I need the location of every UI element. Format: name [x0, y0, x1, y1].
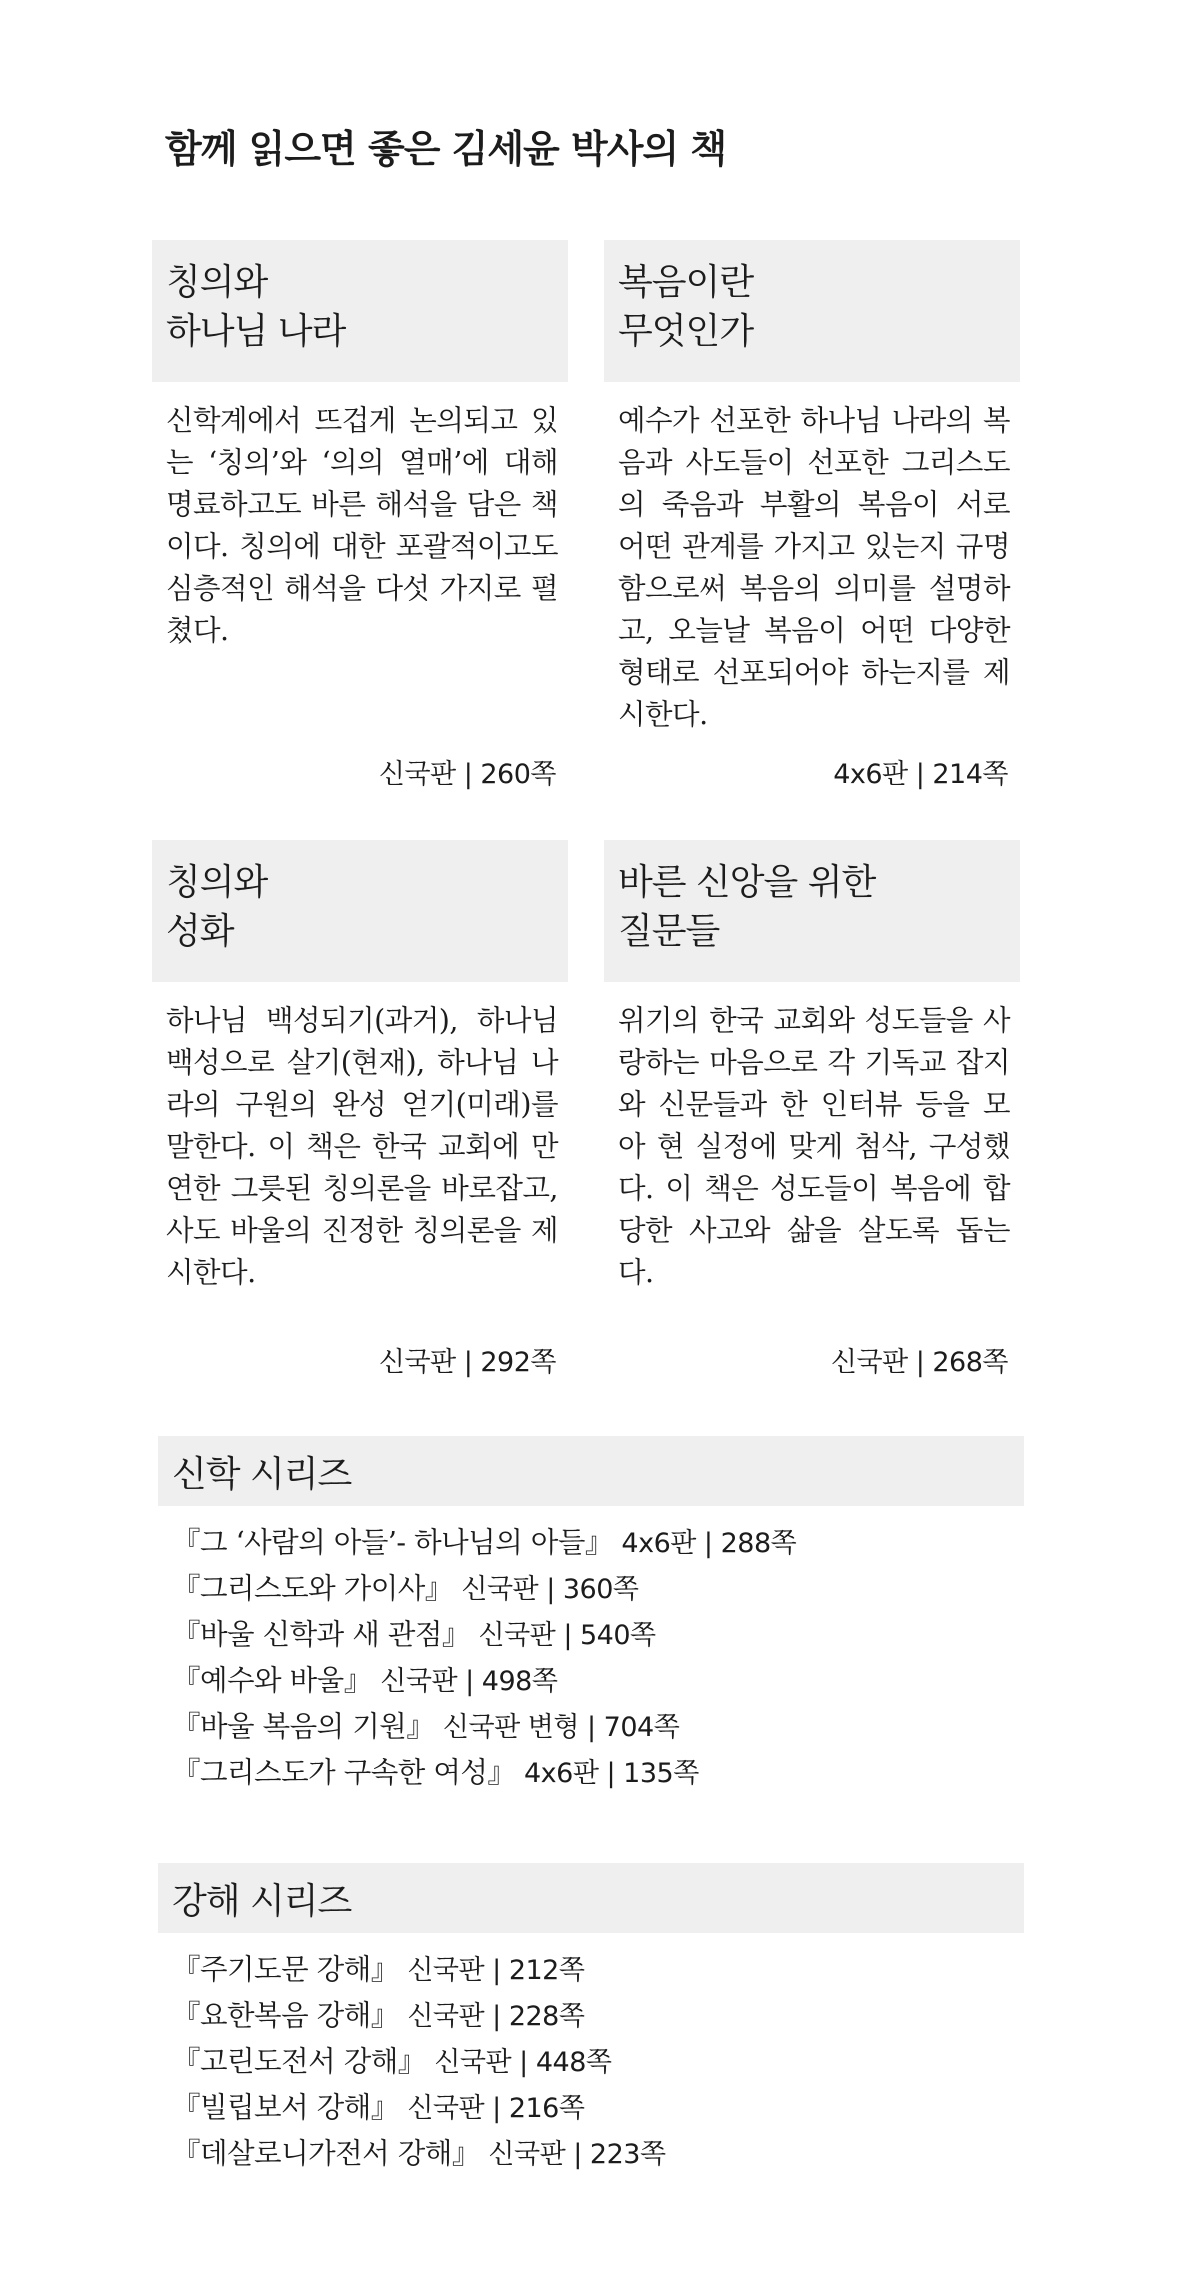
- book-list-title: 『바울 신학과 새 관점』: [172, 1618, 470, 1651]
- list-item: [172, 2085, 666, 2131]
- book-list-meta: 신국판 | 228쪽: [407, 2001, 585, 2032]
- list-item: [172, 1750, 796, 1796]
- book-list-title: 『주기도문 강해』: [172, 1953, 399, 1986]
- book-list-meta: 4x6판 | 135쪽: [524, 1758, 699, 1789]
- list-item: [172, 1993, 666, 2039]
- book-title-line: 성화: [166, 911, 234, 952]
- list-item: [172, 1704, 796, 1750]
- book-list-title: 『요한복음 강해』: [172, 1999, 399, 2032]
- book-meta: 신국판 | 260쪽: [378, 759, 556, 790]
- book-card: [604, 240, 1020, 790]
- book-list-meta: 신국판 | 540쪽: [478, 1620, 656, 1651]
- list-item: [172, 1520, 796, 1566]
- book-list-meta: 신국판 변형 | 704쪽: [442, 1712, 680, 1743]
- book-meta: 신국판 | 268쪽: [830, 1347, 1008, 1378]
- book-title-line: 칭의와: [166, 862, 268, 903]
- book-title-line: 복음이란: [618, 262, 754, 303]
- book-list-title: 『바울 복음의 기원』: [172, 1710, 435, 1743]
- theology-series-list: [172, 1520, 796, 1796]
- book-title: [618, 858, 1006, 956]
- book-list-meta: 신국판 | 223쪽: [488, 2139, 666, 2170]
- list-item: [172, 1947, 666, 1993]
- book-card: [604, 840, 1020, 1378]
- book-card: [152, 840, 568, 1378]
- book-card-header: [152, 840, 568, 982]
- book-list-title: 『예수와 바울』: [172, 1664, 372, 1697]
- book-description: 하나님 백성되기(과거), 하나님 백성으로 살기(현재), 하나님 나라의 구원의 완성 얻기(미래)를 말한다. 이 책은 한국 교회에 만연한 그릇된 칭의론을 바로잡고, 사도 바울의 진정한 칭의론을 제시한다.: [166, 1004, 558, 1289]
- book-card-header: [152, 240, 568, 382]
- book-list-meta: 신국판 | 212쪽: [407, 1955, 585, 1986]
- book-description: 예수가 선포한 하나님 나라의 복음과 사도들이 선포한 그리스도의 죽음과 부활의 복음이 서로 어떤 관계를 가지고 있는지 규명함으로써 복음의 의미를 설명하고, 오늘날 복음이 어떤 다양한 형태로 선포되어야 하는지를 제시한다.: [618, 404, 1010, 731]
- book-card-header: [604, 240, 1020, 382]
- book-description: 위기의 한국 교회와 성도들을 사랑하는 마음으로 각 기독교 잡지와 신문들과 한 인터뷰 등을 모아 현 실정에 맞게 첨삭, 구성했다. 이 책은 성도들이 복음에 합당한 사고와 삶을 살도록 돕는다.: [618, 1004, 1010, 1289]
- book-list-meta: 신국판 | 216쪽: [407, 2093, 585, 2124]
- book-list-title: 『빌립보서 강해』: [172, 2091, 399, 2124]
- book-list-title: 『고린도전서 강해』: [172, 2045, 426, 2078]
- commentary-series-list: [172, 1947, 666, 2177]
- book-card-header: [604, 840, 1020, 982]
- theology-series-header: [158, 1436, 1024, 1506]
- book-meta: 4x6판 | 214쪽: [833, 759, 1008, 790]
- book-list-title: 『그리스도가 구속한 여성』: [172, 1756, 516, 1789]
- list-item: [172, 1612, 796, 1658]
- book-title-line: 질문들: [618, 911, 720, 952]
- book-meta: 신국판 | 292쪽: [378, 1347, 556, 1378]
- page-title: 함께 읽으면 좋은 김세윤 박사의 책: [165, 127, 727, 171]
- list-item: [172, 2039, 666, 2085]
- section-title: 강해 시리즈: [172, 1880, 352, 1922]
- book-list-title: 『데살로니가전서 강해』: [172, 2137, 480, 2170]
- book-list-meta: 신국판 | 448쪽: [434, 2047, 612, 2078]
- list-item: [172, 2131, 666, 2177]
- book-title-line: 하나님 나라: [166, 311, 346, 352]
- book-list-meta: 신국판 | 360쪽: [461, 1574, 639, 1605]
- book-title-line: 칭의와: [166, 262, 268, 303]
- book-list-title: 『그 ‘사람의 아들’- 하나님의 아들』: [172, 1526, 613, 1559]
- book-list-title: 『그리스도와 가이사』: [172, 1572, 453, 1605]
- book-title: [166, 858, 554, 956]
- book-list-meta: 4x6판 | 288쪽: [621, 1528, 797, 1559]
- book-title: [618, 258, 1006, 356]
- commentary-series-header: [158, 1863, 1024, 1933]
- list-item: [172, 1658, 796, 1704]
- book-card: [152, 240, 568, 790]
- book-title-line: 바른 신앙을 위한: [618, 862, 876, 903]
- book-description: 신학계에서 뜨겁게 논의되고 있는 ‘칭의’와 ‘의의 열매’에 대해 명료하고도 바른 해석을 담은 책이다. 칭의에 대한 포괄적이고도 심층적인 해석을 다섯 가지로 펼쳤다.: [166, 404, 558, 647]
- book-title-line: 무엇인가: [618, 311, 754, 352]
- book-title: [166, 258, 554, 356]
- list-item: [172, 1566, 796, 1612]
- section-title: 신학 시리즈: [172, 1453, 352, 1495]
- book-list-meta: 신국판 | 498쪽: [380, 1666, 558, 1697]
